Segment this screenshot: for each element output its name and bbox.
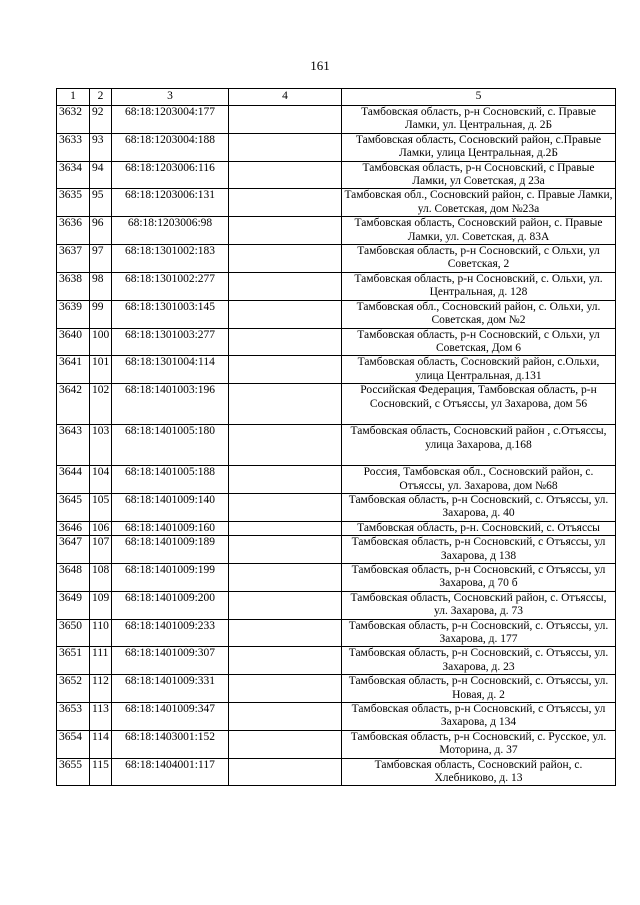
cadastral-number: 68:18:1301003:145 bbox=[112, 300, 229, 328]
column-4-cell bbox=[229, 758, 342, 786]
address-cell: Тамбовская область, р-н. Сосновский, с. Отъяссы bbox=[342, 521, 616, 535]
row-number: 3654 bbox=[57, 730, 90, 758]
table-row bbox=[57, 189, 616, 217]
row-number: 3638 bbox=[57, 272, 90, 300]
row-number: 3648 bbox=[57, 563, 90, 591]
column-4-cell bbox=[229, 493, 342, 521]
row-index: 100 bbox=[90, 328, 112, 356]
column-4-cell bbox=[229, 384, 342, 425]
cadastral-number: 68:18:1401003:196 bbox=[112, 384, 229, 425]
cadastral-number: 68:18:1301004:114 bbox=[112, 356, 229, 384]
cadastral-number: 68:18:1401009:200 bbox=[112, 591, 229, 619]
row-number: 3655 bbox=[57, 758, 90, 786]
column-4-cell bbox=[229, 272, 342, 300]
cadastral-number: 68:18:1401005:188 bbox=[112, 466, 229, 494]
row-index: 93 bbox=[90, 133, 112, 161]
address-cell: Тамбовская область, Сосновский район, с. Отъяссы, ул. Захарова, д. 73 bbox=[342, 591, 616, 619]
row-index: 94 bbox=[90, 161, 112, 189]
row-number: 3643 bbox=[57, 425, 90, 466]
column-4-cell bbox=[229, 647, 342, 675]
row-index: 115 bbox=[90, 758, 112, 786]
row-index: 92 bbox=[90, 106, 112, 134]
column-4-cell bbox=[229, 466, 342, 494]
column-4-cell bbox=[229, 521, 342, 535]
table-row bbox=[57, 356, 616, 384]
address-cell: Российская Федерация, Тамбовская область, р-н Сосновский, с Отъяссы, ул Захарова, дом 56 bbox=[342, 384, 616, 425]
cadastral-number: 68:18:1301002:183 bbox=[112, 245, 229, 273]
table-row bbox=[57, 675, 616, 703]
cadastral-number: 68:18:1301002:277 bbox=[112, 272, 229, 300]
row-index: 103 bbox=[90, 425, 112, 466]
table-row bbox=[57, 591, 616, 619]
column-header: 3 bbox=[112, 89, 229, 106]
address-cell: Тамбовская область, р-н Сосновский, с. Отъяссы, ул. Захарова, д. 177 bbox=[342, 619, 616, 647]
row-number: 3637 bbox=[57, 245, 90, 273]
address-cell: Тамбовская область, Сосновский район, с.Ольхи, улица Центральная, д.131 bbox=[342, 356, 616, 384]
address-cell: Тамбовская обл., Сосновский район, с. Правые Ламки, ул. Советская, дом №23а bbox=[342, 189, 616, 217]
table-row bbox=[57, 703, 616, 731]
address-cell: Тамбовская область, р-н Сосновский, с. Русское, ул. Моторина, д. 37 bbox=[342, 730, 616, 758]
table-row bbox=[57, 536, 616, 564]
column-4-cell bbox=[229, 675, 342, 703]
row-index: 105 bbox=[90, 493, 112, 521]
row-index: 101 bbox=[90, 356, 112, 384]
column-header: 1 bbox=[57, 89, 90, 106]
table-row bbox=[57, 245, 616, 273]
column-4-cell bbox=[229, 300, 342, 328]
row-number: 3633 bbox=[57, 133, 90, 161]
address-cell: Россия, Тамбовская обл., Сосновский район, с. Отъяссы, ул. Захарова, дом №68 bbox=[342, 466, 616, 494]
row-index: 95 bbox=[90, 189, 112, 217]
row-index: 113 bbox=[90, 703, 112, 731]
cadastral-number: 68:18:1203006:98 bbox=[112, 217, 229, 245]
column-4-cell bbox=[229, 106, 342, 134]
cadastral-number: 68:18:1403001:152 bbox=[112, 730, 229, 758]
column-4-cell bbox=[229, 563, 342, 591]
row-number: 3645 bbox=[57, 493, 90, 521]
address-cell: Тамбовская область, р-н Сосновский, с Ольхи, ул Советская, 2 bbox=[342, 245, 616, 273]
cadastral-number: 68:18:1404001:117 bbox=[112, 758, 229, 786]
cadastral-number: 68:18:1401009:140 bbox=[112, 493, 229, 521]
column-4-cell bbox=[229, 425, 342, 466]
column-4-cell bbox=[229, 536, 342, 564]
address-cell: Тамбовская область, р-н Сосновский, с Отъяссы, ул Захарова, д 134 bbox=[342, 703, 616, 731]
registry-table bbox=[56, 88, 616, 786]
cadastral-number: 68:18:1401009:189 bbox=[112, 536, 229, 564]
column-4-cell bbox=[229, 217, 342, 245]
header-row bbox=[57, 89, 616, 106]
address-cell: Тамбовская область, р-н Сосновский, с Правые Ламки, ул Советская, д 23а bbox=[342, 161, 616, 189]
row-number: 3647 bbox=[57, 536, 90, 564]
table-row bbox=[57, 425, 616, 466]
address-cell: Тамбовская область, р-н Сосновский, с. Правые Ламки, ул. Центральная, д. 2Б bbox=[342, 106, 616, 134]
address-cell: Тамбовская область, Сосновский район, с. Правые Ламки, ул. Советская, д. 83А bbox=[342, 217, 616, 245]
cadastral-number: 68:18:1401005:180 bbox=[112, 425, 229, 466]
table-row bbox=[57, 521, 616, 535]
table-row bbox=[57, 758, 616, 786]
page-number: 161 bbox=[310, 58, 330, 73]
address-cell: Тамбовская область, р-н Сосновский, с. Отъяссы, ул. Захарова, д. 40 bbox=[342, 493, 616, 521]
row-number: 3635 bbox=[57, 189, 90, 217]
row-number: 3652 bbox=[57, 675, 90, 703]
row-number: 3644 bbox=[57, 466, 90, 494]
column-4-cell bbox=[229, 730, 342, 758]
column-4-cell bbox=[229, 328, 342, 356]
table-row bbox=[57, 217, 616, 245]
column-4-cell bbox=[229, 189, 342, 217]
table-row bbox=[57, 133, 616, 161]
column-header: 2 bbox=[90, 89, 112, 106]
row-index: 109 bbox=[90, 591, 112, 619]
row-index: 96 bbox=[90, 217, 112, 245]
row-number: 3653 bbox=[57, 703, 90, 731]
address-cell: Тамбовская область, р-н Сосновский, с. Отъяссы, ул. Новая, д. 2 bbox=[342, 675, 616, 703]
column-4-cell bbox=[229, 619, 342, 647]
row-index: 104 bbox=[90, 466, 112, 494]
table-row bbox=[57, 300, 616, 328]
row-index: 97 bbox=[90, 245, 112, 273]
row-number: 3642 bbox=[57, 384, 90, 425]
table-row bbox=[57, 619, 616, 647]
table-row bbox=[57, 106, 616, 134]
row-index: 106 bbox=[90, 521, 112, 535]
table-row bbox=[57, 384, 616, 425]
table-row bbox=[57, 272, 616, 300]
row-number: 3651 bbox=[57, 647, 90, 675]
column-header: 4 bbox=[229, 89, 342, 106]
cadastral-number: 68:18:1401009:307 bbox=[112, 647, 229, 675]
column-header: 5 bbox=[342, 89, 616, 106]
table-row bbox=[57, 328, 616, 356]
address-cell: Тамбовская область, р-н Сосновский, с. Отъяссы, ул. Захарова, д. 23 bbox=[342, 647, 616, 675]
cadastral-number: 68:18:1203004:177 bbox=[112, 106, 229, 134]
row-index: 99 bbox=[90, 300, 112, 328]
table-row bbox=[57, 730, 616, 758]
row-number: 3632 bbox=[57, 106, 90, 134]
address-cell: Тамбовская область, р-н Сосновский, с. Ольхи, ул. Центральная, д. 128 bbox=[342, 272, 616, 300]
cadastral-number: 68:18:1401009:347 bbox=[112, 703, 229, 731]
table-row bbox=[57, 493, 616, 521]
table-row bbox=[57, 161, 616, 189]
row-number: 3639 bbox=[57, 300, 90, 328]
row-index: 98 bbox=[90, 272, 112, 300]
row-number: 3640 bbox=[57, 328, 90, 356]
table-row bbox=[57, 563, 616, 591]
column-4-cell bbox=[229, 703, 342, 731]
row-index: 111 bbox=[90, 647, 112, 675]
table-row bbox=[57, 647, 616, 675]
address-cell: Тамбовская область, Сосновский район, с.Правые Ламки, улица Центральная, д.2Б bbox=[342, 133, 616, 161]
cadastral-number: 68:18:1401009:160 bbox=[112, 521, 229, 535]
row-index: 110 bbox=[90, 619, 112, 647]
cadastral-number: 68:18:1401009:233 bbox=[112, 619, 229, 647]
table-row bbox=[57, 466, 616, 494]
cadastral-number: 68:18:1203006:116 bbox=[112, 161, 229, 189]
row-index: 102 bbox=[90, 384, 112, 425]
address-cell: Тамбовская область, р-н Сосновский, с Отъяссы, ул Захарова, д 70 б bbox=[342, 563, 616, 591]
address-cell: Тамбовская область, р-н Сосновский, с Отъяссы, ул Захарова, д 138 bbox=[342, 536, 616, 564]
address-cell: Тамбовская область, Сосновский район , с.Отъяссы, улица Захарова, д.168 bbox=[342, 425, 616, 466]
cadastral-number: 68:18:1203004:188 bbox=[112, 133, 229, 161]
row-number: 3636 bbox=[57, 217, 90, 245]
column-4-cell bbox=[229, 161, 342, 189]
row-number: 3650 bbox=[57, 619, 90, 647]
address-cell: Тамбовская обл., Сосновский район, с. Ольхи, ул. Советская, дом №2 bbox=[342, 300, 616, 328]
row-index: 112 bbox=[90, 675, 112, 703]
row-number: 3634 bbox=[57, 161, 90, 189]
row-index: 108 bbox=[90, 563, 112, 591]
row-number: 3649 bbox=[57, 591, 90, 619]
column-4-cell bbox=[229, 591, 342, 619]
cadastral-number: 68:18:1301003:277 bbox=[112, 328, 229, 356]
cadastral-number: 68:18:1401009:199 bbox=[112, 563, 229, 591]
cadastral-number: 68:18:1203006:131 bbox=[112, 189, 229, 217]
row-index: 114 bbox=[90, 730, 112, 758]
cadastral-number: 68:18:1401009:331 bbox=[112, 675, 229, 703]
row-number: 3641 bbox=[57, 356, 90, 384]
column-4-cell bbox=[229, 133, 342, 161]
column-4-cell bbox=[229, 356, 342, 384]
column-4-cell bbox=[229, 245, 342, 273]
address-cell: Тамбовская область, р-н Сосновский, с Ольхи, ул Советская, Дом 6 bbox=[342, 328, 616, 356]
row-number: 3646 bbox=[57, 521, 90, 535]
row-index: 107 bbox=[90, 536, 112, 564]
address-cell: Тамбовская область, Сосновский район, с. Хлебниково, д. 13 bbox=[342, 758, 616, 786]
